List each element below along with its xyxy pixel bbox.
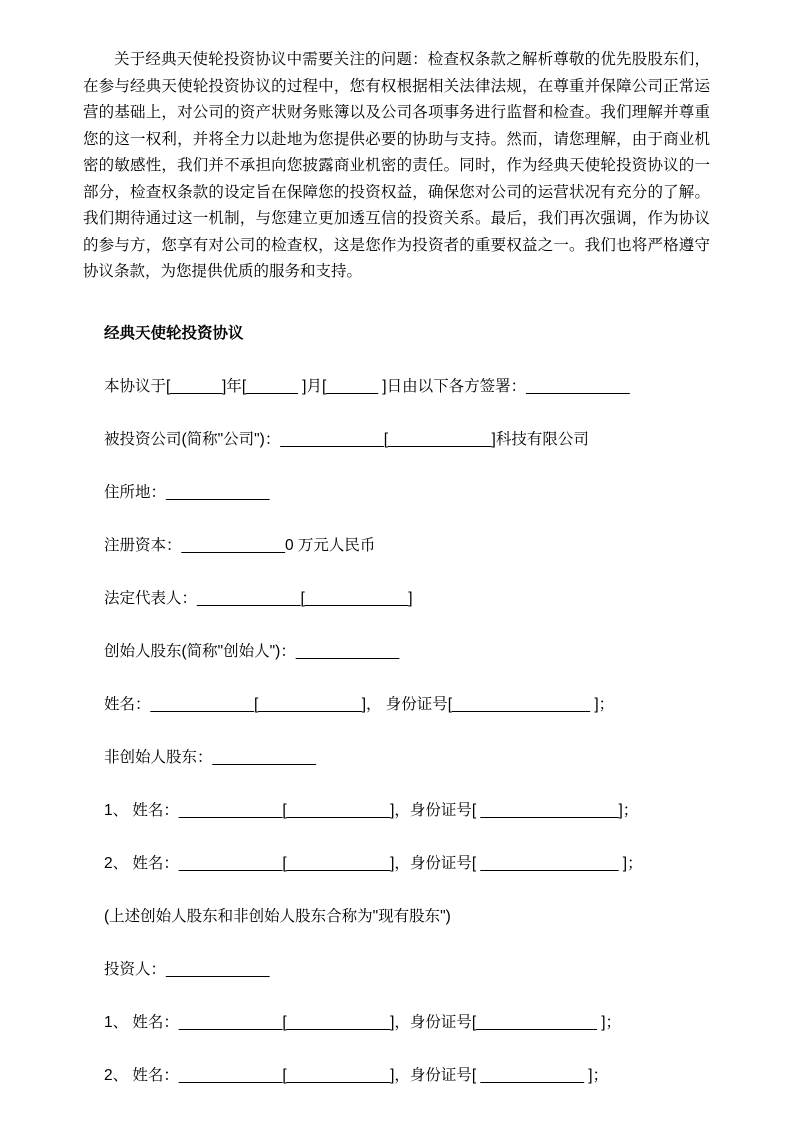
form-line-signing-date: 本协议于[______]年[______ ]月[______ ]日由以下各方签署：____________	[104, 377, 630, 395]
form-line-founder-shareholder: 创始人股东(简称"创始人")：____________	[104, 642, 400, 660]
form-line-existing-shareholders-note: (上述创始人股东和非创始人股东合称为"现有股东")	[104, 907, 451, 925]
form-line-non-founder-shareholder: 非创始人股东：____________	[104, 748, 316, 766]
form-line-founder-name-id: 姓名：____________[____________]， 身份证号[________________ ]；	[104, 695, 615, 713]
form-line-non-founder-2: 2、 姓名：____________[____________]，身份证号[ ________________ ]；	[104, 854, 643, 872]
agreement-title: 经典天使轮投资协议	[104, 324, 244, 342]
form-line-domicile: 住所地：____________	[104, 483, 270, 501]
form-line-investor-2: 2、 姓名：____________[____________]，身份证号[ ____________ ]；	[104, 1066, 609, 1084]
form-line-non-founder-1: 1、 姓名：____________[____________]，身份证号[ ________________]；	[104, 801, 639, 819]
intro-paragraph: 关于经典天使轮投资协议中需要关注的问题：检查权条款之解析尊敬的优先股股东们，在参与经典天使轮投资协议的过程中，您有权根据相关法律法规，在尊重并保障公司正常运营的基础上，对公司的资产状财务账簿以及公司各项事务进行监督和检查。我们理解并尊重您的这一权利，并将全力以赴地为您提供必要的协助与支持。然而，请您理解，由于商业机密的敏感性，我们并不承担向您披露商业机密的责任。同时，作为经典天使轮投资协议的一部分，检查权条款的设定旨在保障您的投资权益，确保您对公司的运营状况有充分的了解。我们期待通过这一机制，与您建立更加透互信的投资关系。最后，我们再次强调，作为协议的参与方，您享有对公司的检查权，这是您作为投资者的重要权益之一。我们也将严格遵守协议条款，为您提供优质的服务和支持。	[83, 51, 710, 280]
form-line-legal-representative: 法定代表人：____________[____________]	[104, 589, 413, 607]
form-line-investor: 投资人：____________	[104, 960, 270, 978]
form-line-investor-1: 1、 姓名：____________[____________]，身份证号[______________ ]；	[104, 1013, 622, 1031]
form-line-registered-capital: 注册资本：____________0 万元人民币	[104, 536, 376, 554]
form-line-investee-company: 被投资公司(简称"公司")：____________[____________]科技有限公司	[104, 430, 589, 448]
